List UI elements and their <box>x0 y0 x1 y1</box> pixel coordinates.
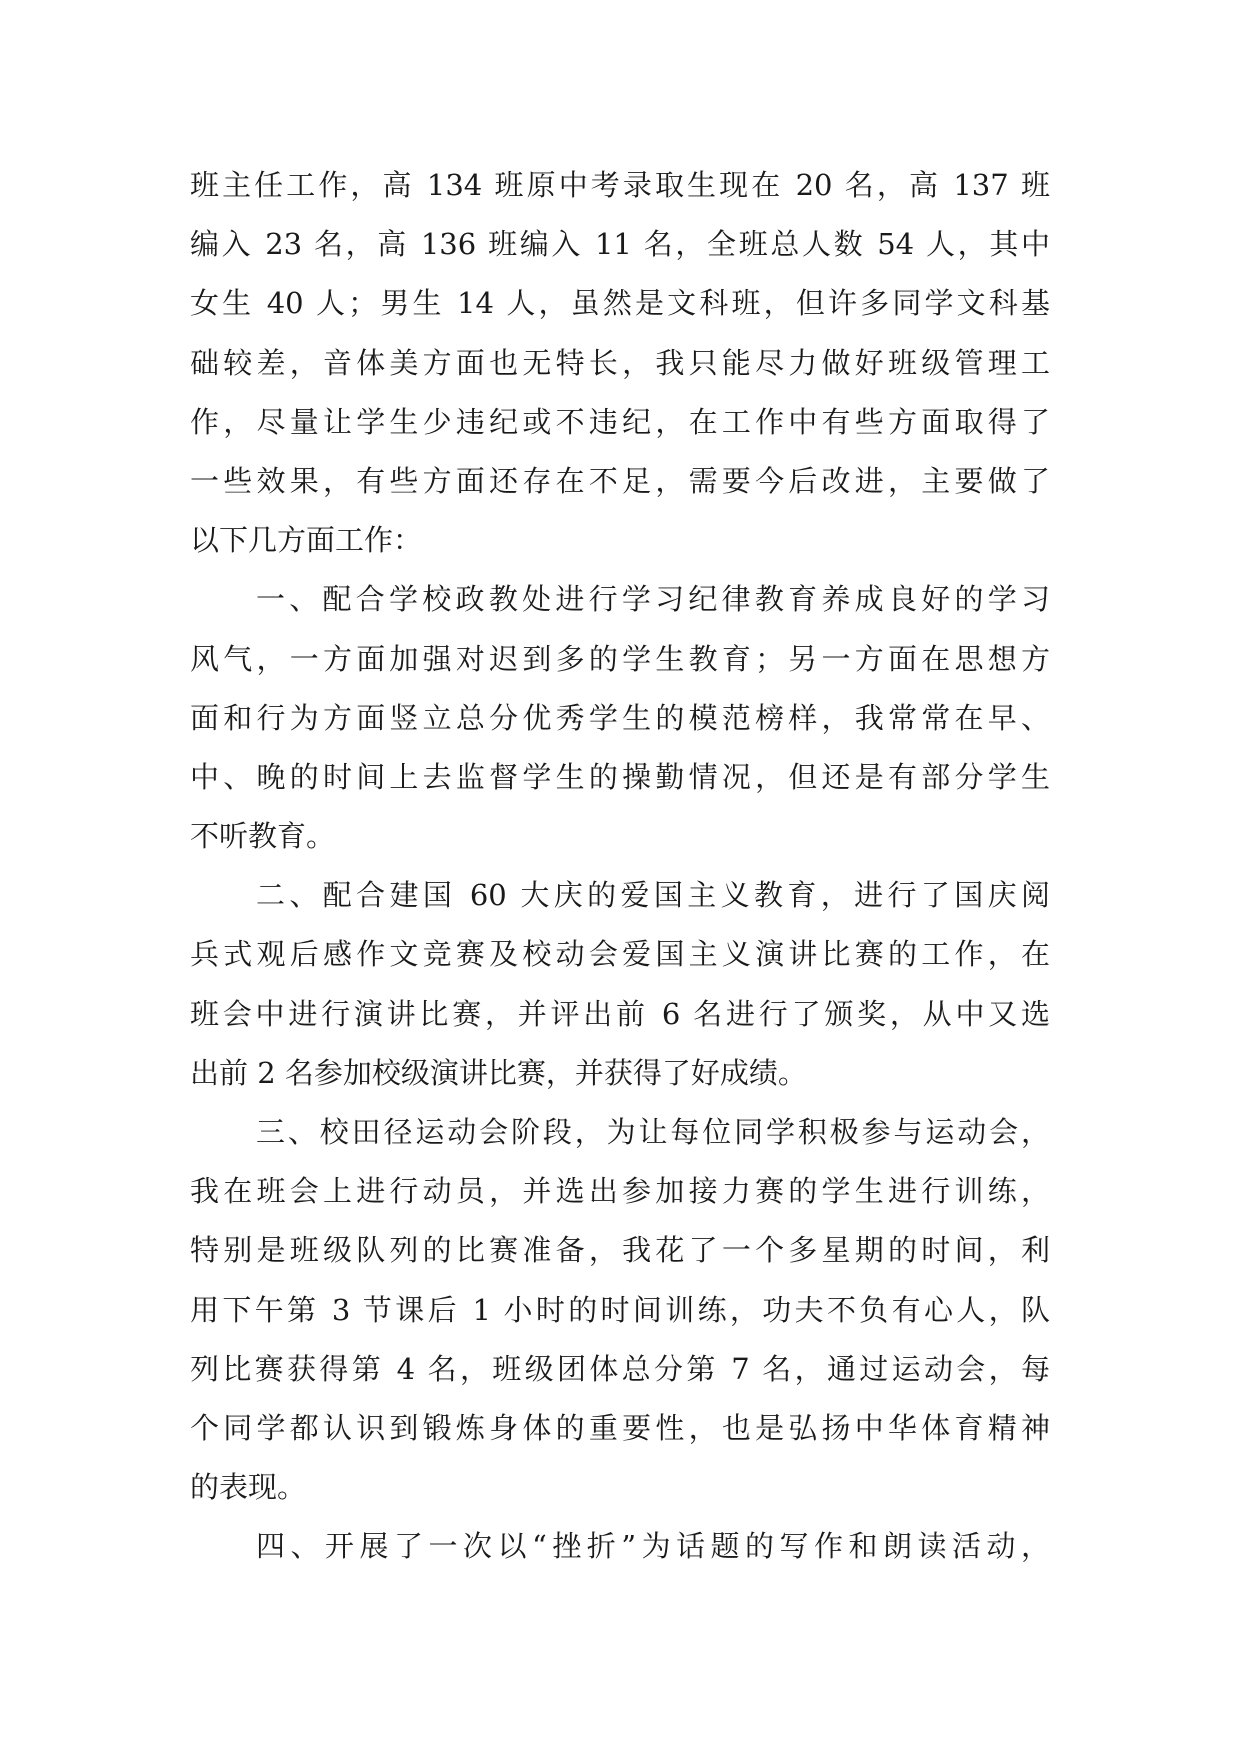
text-line: 一些效果，有些方面还存在不足，需要今后改进，主要做了 <box>190 463 1050 498</box>
text-line: 一、配合学校政教处进行学习纪律教育养成良好的学习 <box>256 582 1050 617</box>
text-line: 编入 23 名，高 136 班编入 11 名，全班总人数 54 人，其中 <box>190 227 1050 262</box>
text-line: 女生 40 人；男生 14 人，虽然是文科班，但许多同学文科基 <box>190 286 1050 321</box>
text-line: 个同学都认识到锻炼身体的重要性，也是弘扬中华体育精神 <box>190 1410 1050 1445</box>
text-line: 作，尽量让学生少违纪或不违纪，在工作中有些方面取得了 <box>190 404 1050 439</box>
text-line: 不听教育。 <box>190 819 336 854</box>
text-line: 用下午第 3 节课后 1 小时的时间训练，功夫不负有心人，队 <box>190 1292 1050 1327</box>
text-line: 四、开展了一次以“挫折”为话题的写作和朗读活动， <box>256 1529 1050 1564</box>
text-line: 中、晚的时间上去监督学生的操勤情况，但还是有部分学生 <box>190 759 1050 794</box>
text-line: 以下几方面工作： <box>190 523 423 558</box>
text-line: 出前 2 名参加校级演讲比赛，并获得了好成绩。 <box>190 1055 807 1090</box>
text-line: 班会中进行演讲比赛，并评出前 6 名进行了颁奖，从中又选 <box>190 996 1050 1031</box>
text-line: 础较差，音体美方面也无特长，我只能尽力做好班级管理工 <box>190 345 1050 380</box>
document-body <box>190 156 1050 1577</box>
text-line: 兵式观后感作文竞赛及校动会爱国主义演讲比赛的工作，在 <box>190 937 1050 972</box>
text-line: 三、校田径运动会阶段，为让每位同学积极参与运动会， <box>256 1115 1050 1149</box>
text-line: 风气，一方面加强对迟到多的学生教育；另一方面在思想方 <box>190 641 1050 676</box>
text-line: 列比赛获得第 4 名，班级团体总分第 7 名，通过运动会，每 <box>190 1351 1050 1386</box>
text-line: 二、配合建国 60 大庆的爱国主义教育，进行了国庆阅 <box>256 878 1050 913</box>
text-line: 特别是班级队列的比赛准备，我花了一个多星期的时间，利 <box>190 1233 1050 1268</box>
text-line: 我在班会上进行动员，并选出参加接力赛的学生进行训练， <box>190 1174 1050 1209</box>
text-line: 的表现。 <box>190 1470 307 1505</box>
text-line: 面和行为方面竖立总分优秀学生的模范榜样，我常常在早、 <box>190 700 1050 735</box>
text-line: 班主任工作，高 134 班原中考录取生现在 20 名，高 137 班 <box>190 168 1050 202</box>
